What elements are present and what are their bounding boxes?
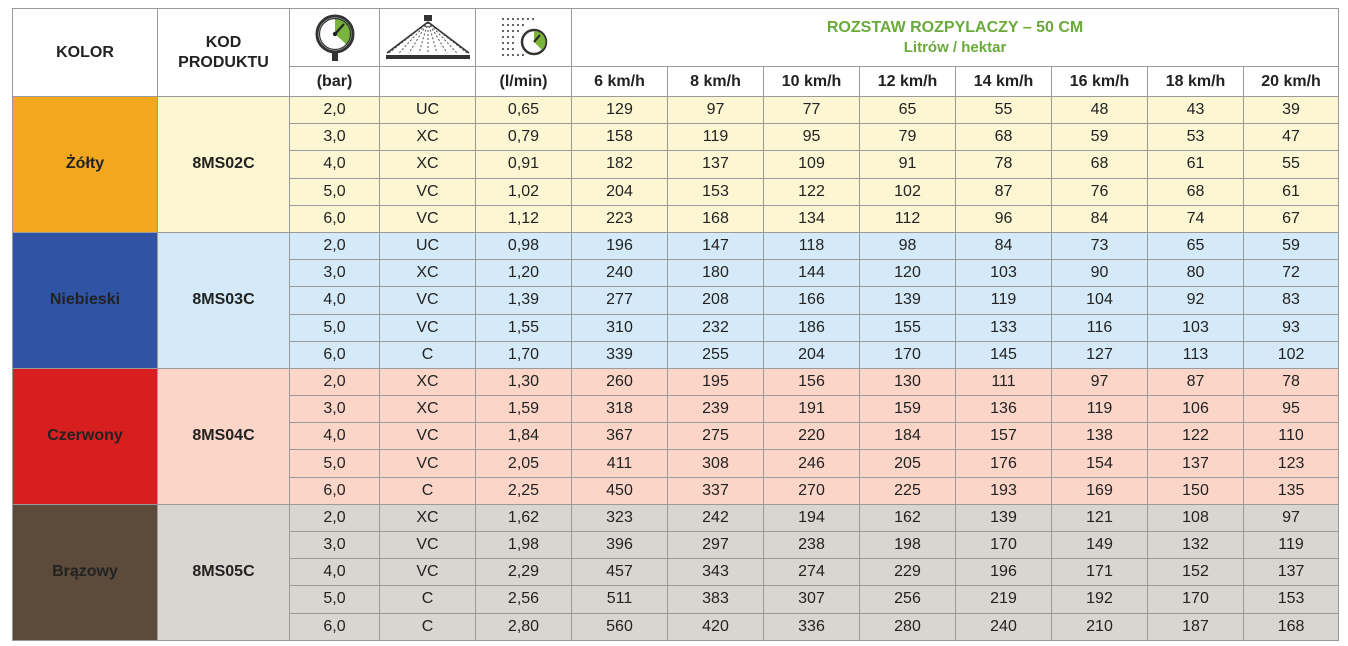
rate-cell: 139 [956, 504, 1052, 531]
rate-cell: 39 [1244, 97, 1339, 124]
rate-cell: 112 [860, 205, 956, 232]
flow-cell: 1,20 [476, 260, 572, 287]
flow-meter-icon [476, 9, 572, 67]
rate-cell: 68 [956, 124, 1052, 151]
rate-cell: 223 [572, 205, 668, 232]
spray-class-cell: UC [380, 97, 476, 124]
rate-cell: 220 [764, 423, 860, 450]
pressure-cell: 5,0 [290, 178, 380, 205]
rate-cell: 136 [956, 396, 1052, 423]
rate-cell: 339 [572, 341, 668, 368]
rate-cell: 240 [572, 260, 668, 287]
pressure-cell: 2,0 [290, 232, 380, 259]
rate-cell: 121 [1052, 504, 1148, 531]
speed-header: 6 km/h [572, 67, 668, 97]
spray-class-cell: XC [380, 151, 476, 178]
rate-cell: 137 [1148, 450, 1244, 477]
spray-class-cell: VC [380, 314, 476, 341]
rate-cell: 246 [764, 450, 860, 477]
nozzle-rate-table [12, 8, 1339, 641]
rate-cell: 132 [1148, 532, 1244, 559]
rate-cell: 219 [956, 586, 1052, 613]
rate-cell: 135 [1244, 477, 1339, 504]
rate-cell: 337 [668, 477, 764, 504]
rate-cell: 168 [668, 205, 764, 232]
spray-class-cell: VC [380, 559, 476, 586]
speed-header: 8 km/h [668, 67, 764, 97]
pressure-cell: 4,0 [290, 151, 380, 178]
rate-cell: 79 [860, 124, 956, 151]
rate-cell: 186 [764, 314, 860, 341]
rate-cell: 204 [572, 178, 668, 205]
rate-cell: 198 [860, 532, 956, 559]
flow-cell: 2,05 [476, 450, 572, 477]
rate-cell: 191 [764, 396, 860, 423]
rate-cell: 73 [1052, 232, 1148, 259]
rate-cell: 511 [572, 586, 668, 613]
spray-class-cell: C [380, 613, 476, 640]
rate-cell: 122 [1148, 423, 1244, 450]
color-name-cell: Czerwony [13, 368, 158, 504]
rate-cell: 297 [668, 532, 764, 559]
unit-lmin: (l/min) [476, 67, 572, 97]
rate-cell: 119 [956, 287, 1052, 314]
rate-cell: 139 [860, 287, 956, 314]
rate-cell: 55 [956, 97, 1052, 124]
flow-cell: 2,56 [476, 586, 572, 613]
rate-cell: 152 [1148, 559, 1244, 586]
rate-cell: 67 [1244, 205, 1339, 232]
pressure-cell: 2,0 [290, 368, 380, 395]
rate-cell: 149 [1052, 532, 1148, 559]
flow-cell: 1,70 [476, 341, 572, 368]
rate-cell: 159 [860, 396, 956, 423]
spray-class-cell: VC [380, 287, 476, 314]
rate-cell: 232 [668, 314, 764, 341]
rate-cell: 156 [764, 368, 860, 395]
rate-cell: 420 [668, 613, 764, 640]
rate-cell: 97 [668, 97, 764, 124]
rate-cell: 119 [1052, 396, 1148, 423]
rate-cell: 205 [860, 450, 956, 477]
rate-cell: 318 [572, 396, 668, 423]
rate-cell: 242 [668, 504, 764, 531]
rate-cell: 277 [572, 287, 668, 314]
flow-cell: 1,84 [476, 423, 572, 450]
rate-cell: 108 [1148, 504, 1244, 531]
pressure-cell: 4,0 [290, 559, 380, 586]
spray-class-cell: XC [380, 368, 476, 395]
flow-cell: 0,79 [476, 124, 572, 151]
rate-cell: 194 [764, 504, 860, 531]
rate-cell: 102 [1244, 341, 1339, 368]
rate-cell: 95 [1244, 396, 1339, 423]
rate-cell: 396 [572, 532, 668, 559]
pressure-cell: 3,0 [290, 260, 380, 287]
spray-class-cell: VC [380, 450, 476, 477]
rate-cell: 170 [956, 532, 1052, 559]
spacing-header [572, 9, 1339, 67]
rate-cell: 109 [764, 151, 860, 178]
rate-cell: 78 [1244, 368, 1339, 395]
pressure-cell: 3,0 [290, 532, 380, 559]
spacing-title: ROZSTAW ROZPYLACZY – 50 CM [826, 18, 1084, 36]
pressure-cell: 3,0 [290, 396, 380, 423]
rate-cell: 166 [764, 287, 860, 314]
rate-cell: 154 [1052, 450, 1148, 477]
rate-cell: 59 [1052, 124, 1148, 151]
spray-fan-icon [380, 9, 476, 67]
flow-cell: 1,55 [476, 314, 572, 341]
rate-cell: 53 [1148, 124, 1244, 151]
rate-cell: 171 [1052, 559, 1148, 586]
rate-cell: 127 [1052, 341, 1148, 368]
rate-cell: 157 [956, 423, 1052, 450]
rate-cell: 74 [1148, 205, 1244, 232]
speed-header: 20 km/h [1244, 67, 1339, 97]
color-name-cell: Niebieski [13, 232, 158, 368]
table-row [13, 97, 1339, 124]
rate-cell: 118 [764, 232, 860, 259]
rate-cell: 47 [1244, 124, 1339, 151]
rate-cell: 55 [1244, 151, 1339, 178]
rate-cell: 43 [1148, 97, 1244, 124]
color-name-cell: Żółty [13, 97, 158, 233]
flow-cell: 2,25 [476, 477, 572, 504]
rate-cell: 61 [1244, 178, 1339, 205]
rate-cell: 383 [668, 586, 764, 613]
flow-cell: 0,65 [476, 97, 572, 124]
rate-cell: 147 [668, 232, 764, 259]
pressure-cell: 2,0 [290, 504, 380, 531]
rate-cell: 168 [1244, 613, 1339, 640]
product-code-cell: 8MS03C [158, 232, 290, 368]
rate-cell: 104 [1052, 287, 1148, 314]
rate-cell: 411 [572, 450, 668, 477]
flow-cell: 0,91 [476, 151, 572, 178]
rate-cell: 96 [956, 205, 1052, 232]
rate-cell: 80 [1148, 260, 1244, 287]
rate-cell: 158 [572, 124, 668, 151]
rate-cell: 61 [1148, 151, 1244, 178]
rate-cell: 68 [1148, 178, 1244, 205]
color-name-cell: Brązowy [13, 504, 158, 640]
header-kod-produktu: KOD PRODUKTU [158, 9, 290, 97]
rate-cell: 87 [1148, 368, 1244, 395]
flow-cell: 1,39 [476, 287, 572, 314]
table-row [13, 232, 1339, 259]
flow-cell: 1,98 [476, 532, 572, 559]
rate-cell: 106 [1148, 396, 1244, 423]
pressure-cell: 5,0 [290, 314, 380, 341]
pressure-cell: 3,0 [290, 124, 380, 151]
rate-cell: 196 [572, 232, 668, 259]
rate-cell: 87 [956, 178, 1052, 205]
rate-cell: 457 [572, 559, 668, 586]
rate-cell: 169 [1052, 477, 1148, 504]
rate-cell: 240 [956, 613, 1052, 640]
pressure-cell: 5,0 [290, 450, 380, 477]
rate-cell: 204 [764, 341, 860, 368]
rate-cell: 84 [956, 232, 1052, 259]
rate-cell: 308 [668, 450, 764, 477]
rate-cell: 255 [668, 341, 764, 368]
rate-cell: 184 [860, 423, 956, 450]
spray-class-cell: XC [380, 396, 476, 423]
flow-cell: 0,98 [476, 232, 572, 259]
spray-class-cell: XC [380, 124, 476, 151]
pressure-cell: 4,0 [290, 423, 380, 450]
rate-cell: 59 [1244, 232, 1339, 259]
rate-cell: 270 [764, 477, 860, 504]
rate-cell: 97 [1244, 504, 1339, 531]
rate-cell: 103 [956, 260, 1052, 287]
rate-cell: 90 [1052, 260, 1148, 287]
flow-cell: 2,29 [476, 559, 572, 586]
spacing-subtitle: Litrów / hektar [903, 38, 1007, 56]
pressure-cell: 5,0 [290, 586, 380, 613]
rate-cell: 129 [572, 97, 668, 124]
rate-cell: 72 [1244, 260, 1339, 287]
rate-cell: 153 [668, 178, 764, 205]
flow-cell: 1,59 [476, 396, 572, 423]
rate-cell: 137 [1244, 559, 1339, 586]
rate-cell: 116 [1052, 314, 1148, 341]
rate-cell: 91 [860, 151, 956, 178]
rate-cell: 155 [860, 314, 956, 341]
unit-bar: (bar) [290, 67, 380, 97]
product-code-cell: 8MS02C [158, 97, 290, 233]
rate-cell: 138 [1052, 423, 1148, 450]
header-kolor: KOLOR [13, 9, 158, 97]
spray-class-cell: C [380, 477, 476, 504]
rate-cell: 560 [572, 613, 668, 640]
rate-cell: 229 [860, 559, 956, 586]
rate-cell: 98 [860, 232, 956, 259]
rate-cell: 133 [956, 314, 1052, 341]
rate-cell: 68 [1052, 151, 1148, 178]
rate-cell: 180 [668, 260, 764, 287]
rate-cell: 193 [956, 477, 1052, 504]
rate-cell: 170 [1148, 586, 1244, 613]
rate-cell: 343 [668, 559, 764, 586]
rate-cell: 336 [764, 613, 860, 640]
speed-header: 12 km/h [860, 67, 956, 97]
rate-cell: 208 [668, 287, 764, 314]
rate-cell: 256 [860, 586, 956, 613]
product-code-cell: 8MS05C [158, 504, 290, 640]
rate-cell: 119 [668, 124, 764, 151]
rate-cell: 210 [1052, 613, 1148, 640]
rate-cell: 182 [572, 151, 668, 178]
rate-cell: 102 [860, 178, 956, 205]
rate-cell: 83 [1244, 287, 1339, 314]
rate-cell: 134 [764, 205, 860, 232]
speed-header: 10 km/h [764, 67, 860, 97]
table-row [13, 368, 1339, 395]
unit-spray-class [380, 67, 476, 97]
rate-cell: 65 [860, 97, 956, 124]
pressure-cell: 6,0 [290, 341, 380, 368]
rate-cell: 162 [860, 504, 956, 531]
rate-cell: 111 [956, 368, 1052, 395]
product-code-cell: 8MS04C [158, 368, 290, 504]
rate-cell: 187 [1148, 613, 1244, 640]
rate-cell: 78 [956, 151, 1052, 178]
flow-cell: 1,62 [476, 504, 572, 531]
rate-cell: 77 [764, 97, 860, 124]
rate-cell: 120 [860, 260, 956, 287]
rate-cell: 95 [764, 124, 860, 151]
rate-cell: 192 [1052, 586, 1148, 613]
table-body [13, 97, 1339, 641]
rate-cell: 280 [860, 613, 956, 640]
rate-cell: 137 [668, 151, 764, 178]
flow-cell: 1,12 [476, 205, 572, 232]
rate-cell: 450 [572, 477, 668, 504]
rate-cell: 76 [1052, 178, 1148, 205]
rate-cell: 145 [956, 341, 1052, 368]
rate-cell: 144 [764, 260, 860, 287]
rate-cell: 195 [668, 368, 764, 395]
rate-cell: 84 [1052, 205, 1148, 232]
flow-cell: 1,30 [476, 368, 572, 395]
rate-cell: 93 [1244, 314, 1339, 341]
spray-class-cell: XC [380, 260, 476, 287]
rate-cell: 323 [572, 504, 668, 531]
spray-class-cell: C [380, 586, 476, 613]
spray-class-cell: VC [380, 205, 476, 232]
rate-cell: 110 [1244, 423, 1339, 450]
pressure-cell: 6,0 [290, 613, 380, 640]
rate-cell: 119 [1244, 532, 1339, 559]
rate-cell: 153 [1244, 586, 1339, 613]
pressure-gauge-icon [290, 9, 380, 67]
spray-class-cell: VC [380, 178, 476, 205]
rate-cell: 238 [764, 532, 860, 559]
rate-cell: 103 [1148, 314, 1244, 341]
spray-class-cell: XC [380, 504, 476, 531]
spray-class-cell: VC [380, 532, 476, 559]
rate-cell: 150 [1148, 477, 1244, 504]
rate-cell: 176 [956, 450, 1052, 477]
rate-cell: 260 [572, 368, 668, 395]
rate-cell: 65 [1148, 232, 1244, 259]
pressure-cell: 6,0 [290, 205, 380, 232]
rate-cell: 307 [764, 586, 860, 613]
pressure-cell: 2,0 [290, 97, 380, 124]
rate-cell: 92 [1148, 287, 1244, 314]
speed-header: 16 km/h [1052, 67, 1148, 97]
rate-cell: 225 [860, 477, 956, 504]
rate-cell: 113 [1148, 341, 1244, 368]
rate-cell: 130 [860, 368, 956, 395]
spray-class-cell: UC [380, 232, 476, 259]
rate-cell: 310 [572, 314, 668, 341]
rate-cell: 97 [1052, 368, 1148, 395]
rate-cell: 367 [572, 423, 668, 450]
pressure-cell: 4,0 [290, 287, 380, 314]
speed-header: 14 km/h [956, 67, 1052, 97]
rate-cell: 275 [668, 423, 764, 450]
flow-cell: 2,80 [476, 613, 572, 640]
rate-cell: 274 [764, 559, 860, 586]
rate-cell: 170 [860, 341, 956, 368]
pressure-cell: 6,0 [290, 477, 380, 504]
rate-cell: 122 [764, 178, 860, 205]
spray-class-cell: C [380, 341, 476, 368]
spray-class-cell: VC [380, 423, 476, 450]
rate-cell: 239 [668, 396, 764, 423]
rate-cell: 48 [1052, 97, 1148, 124]
speed-header: 18 km/h [1148, 67, 1244, 97]
table-row [13, 504, 1339, 531]
rate-cell: 196 [956, 559, 1052, 586]
rate-cell: 123 [1244, 450, 1339, 477]
flow-cell: 1,02 [476, 178, 572, 205]
